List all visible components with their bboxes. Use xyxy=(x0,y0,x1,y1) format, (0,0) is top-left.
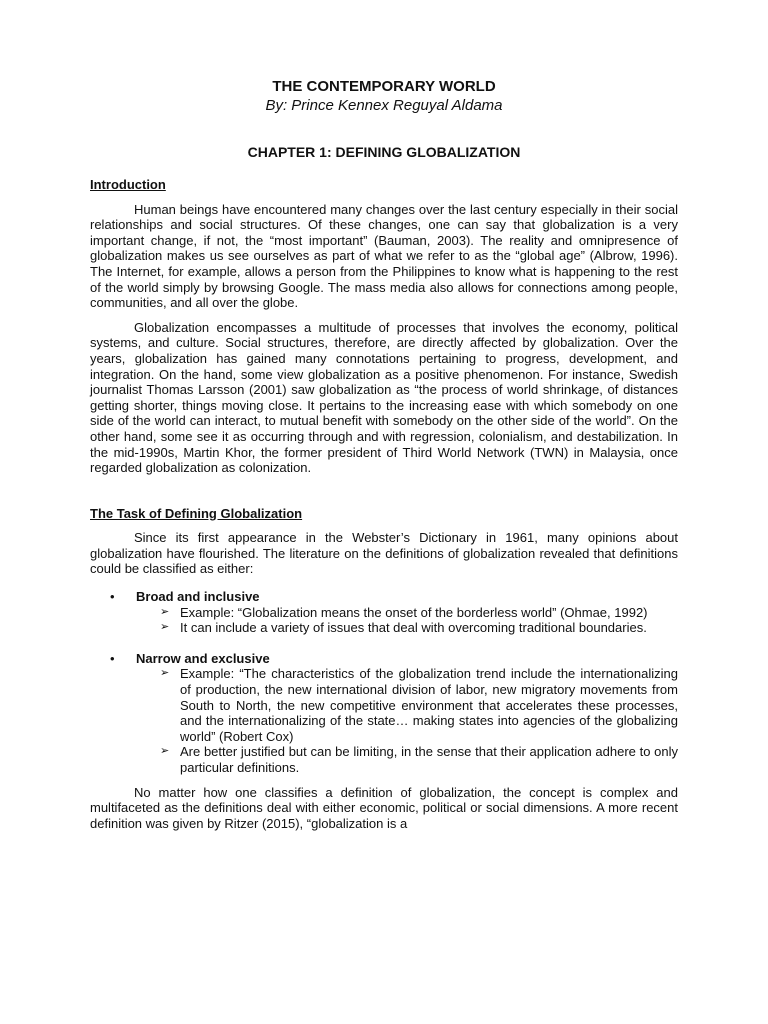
arrow-bullet-icon: ➢ xyxy=(160,745,170,758)
task-heading: The Task of Defining Globalization xyxy=(90,505,303,521)
definition-detail-text: Example: “Globalization means the onset of the borderless world” (Ohmae, 1992) xyxy=(180,604,648,620)
document-byline: By: Prince Kennex Reguyal Aldama xyxy=(265,97,503,114)
document-page xyxy=(90,78,678,831)
definition-detail xyxy=(136,744,678,775)
definition-detail-text: It can include a variety of issues that deal with overcoming traditional boundaries. xyxy=(180,620,647,636)
definition-detail xyxy=(136,620,678,636)
arrow-bullet-icon: ➢ xyxy=(160,605,170,618)
definition-detail xyxy=(136,605,678,621)
definition-title: Broad and inclusive xyxy=(136,589,260,605)
definition-detail-text: Example: “The characteristics of the globalization trend include the internationalizing of production, the new international division of labor, new migratory movements from South to North, the new competitive environment that accelerates these processes, and the internationalizing of the state… making states into agencies of the globalizing world” (Robert Cox) xyxy=(180,666,678,744)
intro-paragraph-1: Human beings have encountered many changes over the last century especially in their social relationships and social structures. Of these changes, one can say that globalization is a very important change, if not, the “most important” (Bauman, 2003). The reality and omnipresence of globalization makes us see ourselves as part of what we refer to as the “global age” (Albrow, 1996). The Internet, for example, allows a person from the Philippines to know what is happening to the rest of the world simply by browsing Google. The mass media also allows for connections among people, communities, and all over the globe. xyxy=(90,201,678,311)
definition-details xyxy=(136,666,678,775)
arrow-bullet-icon: ➢ xyxy=(160,621,170,634)
intro-paragraph-2: Globalization encompasses a multitude of processes that involves the economy, political systems, and culture. Social structures, therefore, are directly affected by globalization. Over the years, globalization has gained many connotations pertaining to progress, development, and integration. On the hand, some view globalization as a positive phenomenon. For instance, Swedish journalist Thomas Larsson (2001) saw globalization as “the process of world shrinkage, of distances getting shorter, things moving close. It pertains to the increasing ease with which somebody on one side of the world can interact, to mutual benefit with somebody on the other side of the world”. On the other hand, some see it as occurring through and with regression, colonialism, and destabilization. In the mid-1990s, Martin Khor, the former president of Third World Network (TWN) in Malaysia, once regarded globalization as colonization. xyxy=(90,319,678,476)
introduction-heading: Introduction xyxy=(90,177,166,192)
task-intro-paragraph: Since its first appearance in the Webster’s Dictionary in 1961, many opinions about globalization have flourished. The literature on the definitions of globalization revealed that definitions could be classified as either: xyxy=(90,530,678,577)
definition-details xyxy=(136,605,678,636)
definition-list xyxy=(90,589,678,776)
definition-item-broad xyxy=(90,589,678,636)
arrow-bullet-icon: ➢ xyxy=(160,667,170,680)
definition-detail xyxy=(136,666,678,744)
chapter-heading: CHAPTER 1: DEFINING GLOBALIZATION xyxy=(247,144,521,160)
definition-item-narrow xyxy=(90,651,678,776)
bullet-icon: • xyxy=(110,650,115,666)
closing-paragraph: No matter how one classifies a definition of globalization, the concept is complex and multifaceted as the definitions deal with either economic, political or social dimensions. A more recent definition was given by Ritzer (2015), “globalization is a xyxy=(90,784,678,831)
bullet-icon: • xyxy=(110,589,115,605)
definition-detail-text: Are better justified but can be limiting, in the sense that their application adhere to only particular definitions. xyxy=(180,744,678,775)
definition-title: Narrow and exclusive xyxy=(136,650,270,666)
document-title: THE CONTEMPORARY WORLD xyxy=(272,78,496,95)
